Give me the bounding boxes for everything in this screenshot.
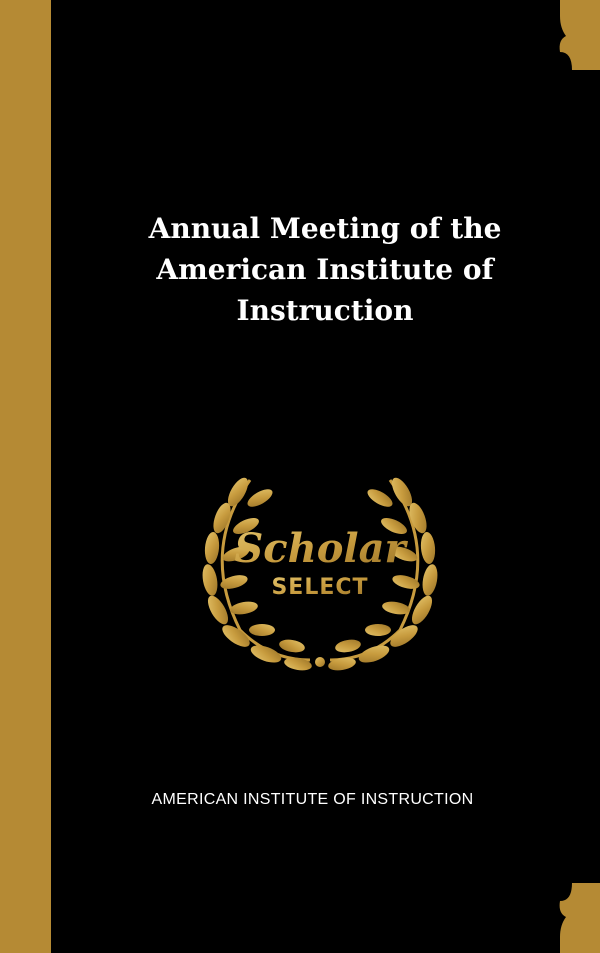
- logo-script-word: Scholar: [234, 525, 406, 572]
- book-title: [80, 208, 570, 331]
- scholar-select-logo: [180, 470, 460, 680]
- title-line-1: Annual Meeting of the: [148, 212, 502, 245]
- corner-ornament-bottom-icon: [530, 883, 600, 953]
- corner-ornament-top-icon: [530, 0, 600, 70]
- logo-caps-word: SELECT: [271, 575, 369, 600]
- laurel-wreath-icon: [200, 475, 439, 673]
- title-line-3: Instruction: [236, 294, 414, 327]
- book-author: AMERICAN INSTITUTE OF INSTRUCTION: [151, 791, 474, 808]
- gold-spine-band: [0, 0, 51, 953]
- title-line-2: American Institute of: [156, 253, 494, 286]
